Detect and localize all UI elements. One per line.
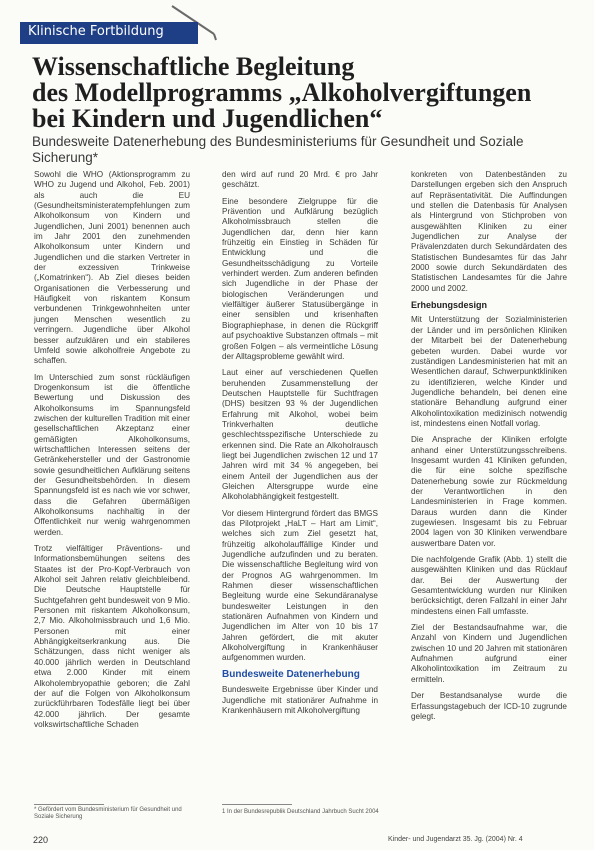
section-heading: Erhebungsdesign [411, 300, 488, 311]
paragraph: Sowohl die WHO (Aktionsprogramm zu WHO zu Jugend und Alkohol, Feb. 2001) als auch die EU (Gesundheitsministeratempfehlungen zum Alkoholkonsum von Kindern und Jugendlichen, Juni 2001) benennen auch im Jahr 2001 den zunehmenden Alkoholkonsum unter Kindern und Jugendlichen und die starken Vertreter in der exzessiven Trinkweise („Komatrinken“). Ab Ziel dieses beiden Organisationen die Verbesserung und Häufigkeit von riskantem Konsum verbundenen Trinkgewohnheiten unter jungen Menschen wesentlich zu verringern. Jugendliche über Alkohol besser aufzuklären und ein stabileres Umfeld sowie alkoholfreie Angebote zu schaffen. [34, 170, 190, 366]
paragraph: Laut einer auf verschiedenen Quellen beruhenden Zusammenstellung der Deutschen Hauptstelle für Suchtfragen (DHS) besitzen 93 % der Jugendlichen Erfahrung mit Alkohol, wobei beim Trinkverhalten deutliche geschlechtsspezifische Unterschiede zu erkennen sind. Die Rate an Alkoholrausch liegt bei Jugendlichen zwischen 12 und 17 Jahren wird mit 34 % angegeben, bei einem Anteil der Jugendlichen aus der Gleichen Altersgruppe wurde eine Alkoholabhängigkeit festgestellt. [222, 368, 378, 502]
paragraph: Vor diesem Hintergrund fördert das BMGS das Pilotprojekt „HaLT – Hart am Limit“, welches sich zum Ziel gesetzt hat, frühzeitig alkoholauffällige Kinder und Jugendliche aufzufinden und zu beraten. Die wissenschaftliche Begleitung wird von der Prognos AG wahrgenommen. Im Rahmen dieser wissenschaftlichen Begleitung wurde eine Sekundäranalyse bundesweiter Leistungen in den stationären Aufnahmen von Kindern und Jugendlichen im Alter von 10 bis 17 Jahren gefördert, die mit akuter Alkoholvergiftung in Krankenhäuser aufgenommen wurden. [222, 508, 378, 663]
paragraph: Der Bestandsanalyse wurde die Erfassungstagebuch der ICD-10 zugrunde gelegt. [411, 691, 567, 721]
text-column-1 [34, 170, 190, 736]
paragraph: Eine besondere Zielgruppe für die Prävention und Aufklärung bezüglich Alkoholmissbrauch stellen die Jugendlichen dar, denn hier kann frühzeitig ein Einstieg in Schäden für Entwicklung und die Gesundheitsschädigung zu Vorteile verhindert werden. Zum anderen befinden sich Jugendliche in der Phase der biologischen Veränderungen und vielfältiger äußerer Statusübergänge in einer sensiblen und krisenhaften Biographiephase, in denen die Rückgriff auf psychoaktive Substanzen oftmals – mit großen Folgen – als vermeintliche Lösung der Alltagsprobleme gewählt wird. [222, 196, 378, 361]
paragraph: Mit Unterstützung der Sozialministerien der Länder und im persönlichen Kliniken der Mitarbeit bei der Datenerhebung gebeten wurden. Dabei wurde vor zuständigen Landesministerien hat mit an Wesentlichen darauf, Schwerpunktkliniken zu identifizieren, welche Kinder und Jugendliche behandeln, bei denen eine stationäre Behandlung aufgrund einer Alkoholintoxikation medizinisch notwendig ist, mindestens einen Notfall vorlag. [411, 315, 567, 428]
article-title [32, 54, 572, 132]
paragraph: konkreten von Datenbeständen zu Darstellungen ergeben sich den Anspruch auf Repräsentativität. Die Auffindungen und stellen die Datenbasis für Analysen als Hintergrund von Stichproben von ausgewählten Kliniken zu einer Jugendlichen zur Analyse der Prävalenzdaten durch Sekundärdaten des Statistischen Bundesamtes für das Jahr 2000 sowie durch Sekundärdaten des Statistischen Landesamtes für die Jahre 2000 und 2002. [411, 170, 567, 293]
title-line: Wissenschaftliche Begleitung [32, 52, 355, 81]
article-subtitle: Bundesweite Datenerhebung des Bundesministeriums für Gesundheit und Soziale Sicherung* [32, 134, 524, 165]
paragraph: Ziel der Bestandsaufnahme war, die Anzahl von Kindern und Jugendlichen zwischen 10 und 20 Jahren mit stationären Aufnahmen aufgrund einer Alkoholintoxikation im Zeitraum zu ermitteln. [411, 623, 567, 684]
section-heading: Bundesweite Datenerhebung [222, 668, 360, 680]
paragraph: Bundesweite Ergebnisse über Kinder und Jugendliche mit stationärer Aufnahme in Krankenhäusern mit Alkoholvergiftung [222, 685, 378, 715]
footnote-rule [34, 804, 104, 805]
paragraph: Im Unterschied zum sonst rückläufigen Drogenkonsum ist die öffentliche Bewertung und Diskussion des Alkoholkonsums im Spannungsfeld zwischen der kulturellen Tradition mit einer gesellschaftlichen Akzeptanz einer gemäßigten Alkoholkonsums, wirtschaftlichen Interessen seitens der Getränkehersteller und der Gastronomie sowie gesundheitlichen Aufklärung seitens der Gesundheitsbehörden. In diesem Spannungsfeld ist es nach wie vor schwer, dass die Gefahren übermäßigen Alkoholkonsums nachhaltig in der Öffentlichkeit nur wenig wahrgenommen werden. [34, 372, 190, 537]
footnote: * Gefördert vom Bundesministerium für Gesundheit und Soziale Sicherung [34, 807, 182, 820]
section-banner: Klinische Fortbildung [20, 22, 198, 44]
title-line: des Modellprogramms „Alkoholvergiftungen [32, 78, 532, 107]
footnote: 1 In der Bundesrepublik Deutschland Jahrbuch Sucht 2004 [222, 809, 379, 815]
text-column-3 [411, 170, 567, 728]
journal-footer: Kinder- und Jugendarzt 35. Jg. (2004) Nr. 4 [388, 836, 523, 843]
paragraph: Trotz vielfältiger Präventions- und Informationsbemühungen seitens des Staates ist der Pro-Kopf-Verbrauch von Alkohol seit Jahren relativ gleichbleibend. Die Deutsche Hauptstelle für Suchtgefahren geht bundesweit von 9 Mio. Personen mit riskantem Alkoholkonsum, 2,7 Mio. Alkoholmissbrauch und 1,6 Mio. Personen mit einer Abhängigkeitserkrankung aus. Die Schätzungen, dass nicht weniger als 40.000 jährlich werden in Deutschland etwa 2.000 Kinder mit einem Alkoholembryopathie geboren; die Zahl der auf die Folgen von Alkoholkonsum zurückführbaren Todesfälle liegt bei über 42.000 jährlich. Der gesamte volkswirtschaftliche Schaden [34, 544, 190, 729]
page-number: 220 [33, 835, 49, 845]
paragraph: Die nachfolgende Grafik (Abb. 1) stellt die ausgewählten Kliniken und das Rücklauf dar. Bei der Auswertung der Gesamtentwicklung wurden nur Kliniken berücksichtigt, deren Fallzahl in einer Jahr mindestens einen Fall umfasste. [411, 555, 567, 616]
paragraph: den wird auf rund 20 Mrd. € pro Jahr geschätzt. [222, 170, 378, 190]
paragraph: Die Ansprache der Kliniken erfolgte anhand einer Unterstützungsschreibens. Insgesamt wurden 41 Kliniken gefunden, die für eine solche spezifische Datenerhebung sowie zur Rückmeldung der Verantwortlichen in den Landesministerien in Frage kommen. Daraus wurden dann die Kinder zugewiesen. Insgesamt bis zu Februar 2004 lagen von 30 Kliniken verwendbare auswertbare Daten vor. [411, 435, 567, 548]
title-line: bei Kindern und Jugendlichen“ [32, 104, 383, 133]
text-column-2 [222, 170, 378, 722]
footnote-rule [222, 804, 292, 805]
